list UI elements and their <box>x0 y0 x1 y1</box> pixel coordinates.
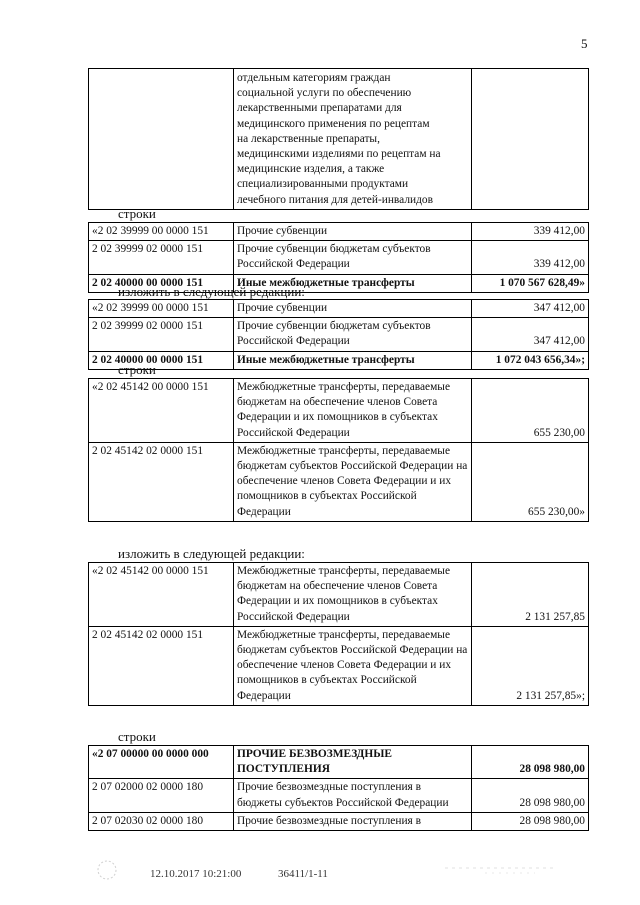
table-row <box>89 351 589 369</box>
text-line: лекарственными препаратами для <box>237 102 402 115</box>
name-cell: Межбюджетные трансферты, передаваемые бюджетам на обеспечение членов Совета Федерации и их помощников в субъектах Российской Федерации <box>234 379 472 443</box>
name-cell: Прочие субвенции бюджетам субъектов Российской Федерации <box>234 318 472 351</box>
name-cell: Иные межбюджетные трансферты <box>234 274 472 292</box>
name-cell: Иные межбюджетные трансферты <box>234 351 472 369</box>
name-cell: Межбюджетные трансферты, передаваемые бюджетам субъектов Российской Федерации на обеспечение членов Совета Федерации и их помощников в субъектах Российской Федерации <box>234 626 472 705</box>
faint-stamp-mark <box>92 858 122 884</box>
code-cell: 2 02 40000 00 0000 151 <box>89 274 234 292</box>
amount-cell: 339 412,00 <box>472 223 589 241</box>
code-cell: «2 02 39999 00 0000 151 <box>89 300 234 318</box>
table-row <box>89 318 589 351</box>
amount-cell: 655 230,00» <box>472 442 589 521</box>
amount-cell: 28 098 980,00 <box>472 779 589 812</box>
text-line: лечебного питания для детей-инвалидов <box>237 193 433 206</box>
amount-cell: 655 230,00 <box>472 379 589 443</box>
code-cell: 2 02 39999 02 0000 151 <box>89 241 234 274</box>
code-cell: «2 02 45142 00 0000 151 <box>89 379 234 443</box>
table-row <box>89 626 589 705</box>
footer-doc-number: 36411/1-11 <box>278 868 328 880</box>
amount-cell: 347 412,00 <box>472 318 589 351</box>
amount-cell: 339 412,00 <box>472 241 589 274</box>
table-row <box>89 746 589 779</box>
scan-noise-icon <box>445 862 565 876</box>
code-cell: «2 02 39999 00 0000 151 <box>89 223 234 241</box>
code-cell: 2 02 45142 02 0000 151 <box>89 442 234 521</box>
stamp-icon <box>92 858 122 882</box>
table-row <box>89 442 589 521</box>
name-cell: Прочие субвенции бюджетам субъектов Российской Федерации <box>234 241 472 274</box>
name-cell: Межбюджетные трансферты, передаваемые бюджетам на обеспечение членов Совета Федерации и их помощников в субъектах Российской Федерации <box>234 563 472 627</box>
table-row <box>89 812 589 830</box>
text-line: медицинского применения по рецептам <box>237 117 430 130</box>
footer-datetime: 12.10.2017 10:21:00 <box>150 868 242 880</box>
code-cell: «2 02 45142 00 0000 151 <box>89 563 234 627</box>
table-b <box>88 299 589 370</box>
caption-lines: строки <box>118 362 156 377</box>
continuation-table <box>88 68 589 210</box>
caption-lines: строки <box>118 206 156 221</box>
code-cell: «2 07 00000 00 0000 000 <box>89 746 234 779</box>
caption-restate: изложить в следующей редакции: <box>118 546 305 561</box>
amount-cell: 2 131 257,85»; <box>472 626 589 705</box>
amount-cell: 1 070 567 628,49» <box>472 274 589 292</box>
caption-lines: строки <box>118 729 156 744</box>
name-cell: Межбюджетные трансферты, передаваемые бюджетам субъектов Российской Федерации на обеспечение членов Совета Федерации и их помощников в субъектах Российской Федерации <box>234 442 472 521</box>
text-line: социальной услуги по обеспечению <box>237 87 412 100</box>
table-a <box>88 222 589 293</box>
table-row <box>89 379 589 443</box>
text-line: медицинскими изделиями по рецептам на <box>237 148 441 161</box>
page-number: 5 <box>581 36 588 51</box>
faint-scan-marks <box>445 862 565 876</box>
caption-restate: изложить в следующей редакции: <box>118 284 305 299</box>
table-row <box>89 300 589 318</box>
table-row <box>89 223 589 241</box>
code-cell: 2 07 02000 02 0000 180 <box>89 779 234 812</box>
table-row <box>89 563 589 627</box>
text-line: специализированными продуктами <box>237 178 409 191</box>
table-d <box>88 562 589 706</box>
amount-cell: 28 098 980,00 <box>472 812 589 830</box>
table-row <box>89 241 589 274</box>
code-cell <box>89 69 234 210</box>
code-cell: 2 07 02030 02 0000 180 <box>89 812 234 830</box>
table-row <box>89 69 589 210</box>
amount-cell: 28 098 980,00 <box>472 746 589 779</box>
amount-cell: 1 072 043 656,34»; <box>472 351 589 369</box>
name-cell: Прочие субвенции <box>234 223 472 241</box>
text-line: отдельным категориям граждан <box>237 72 391 84</box>
amount-cell <box>472 69 589 210</box>
table-row <box>89 779 589 812</box>
code-cell: 2 02 45142 02 0000 151 <box>89 626 234 705</box>
name-cell: ПРОЧИЕ БЕЗВОЗМЕЗДНЫЕ ПОСТУПЛЕНИЯ <box>234 746 472 779</box>
name-cell <box>234 69 472 210</box>
table-c <box>88 378 589 522</box>
name-cell: Прочие безвозмездные поступления в бюджеты субъектов Российской Федерации <box>234 779 472 812</box>
name-cell: Прочие субвенции <box>234 300 472 318</box>
code-cell: 2 02 39999 02 0000 151 <box>89 318 234 351</box>
table-e <box>88 745 589 831</box>
amount-cell: 2 131 257,85 <box>472 563 589 627</box>
amount-cell: 347 412,00 <box>472 300 589 318</box>
text-line: медицинские изделия, а также <box>237 163 385 176</box>
name-cell: Прочие безвозмездные поступления в <box>234 812 472 830</box>
text-line: на лекарственные препараты, <box>237 132 380 145</box>
code-cell: 2 02 40000 00 0000 151 <box>89 351 234 369</box>
